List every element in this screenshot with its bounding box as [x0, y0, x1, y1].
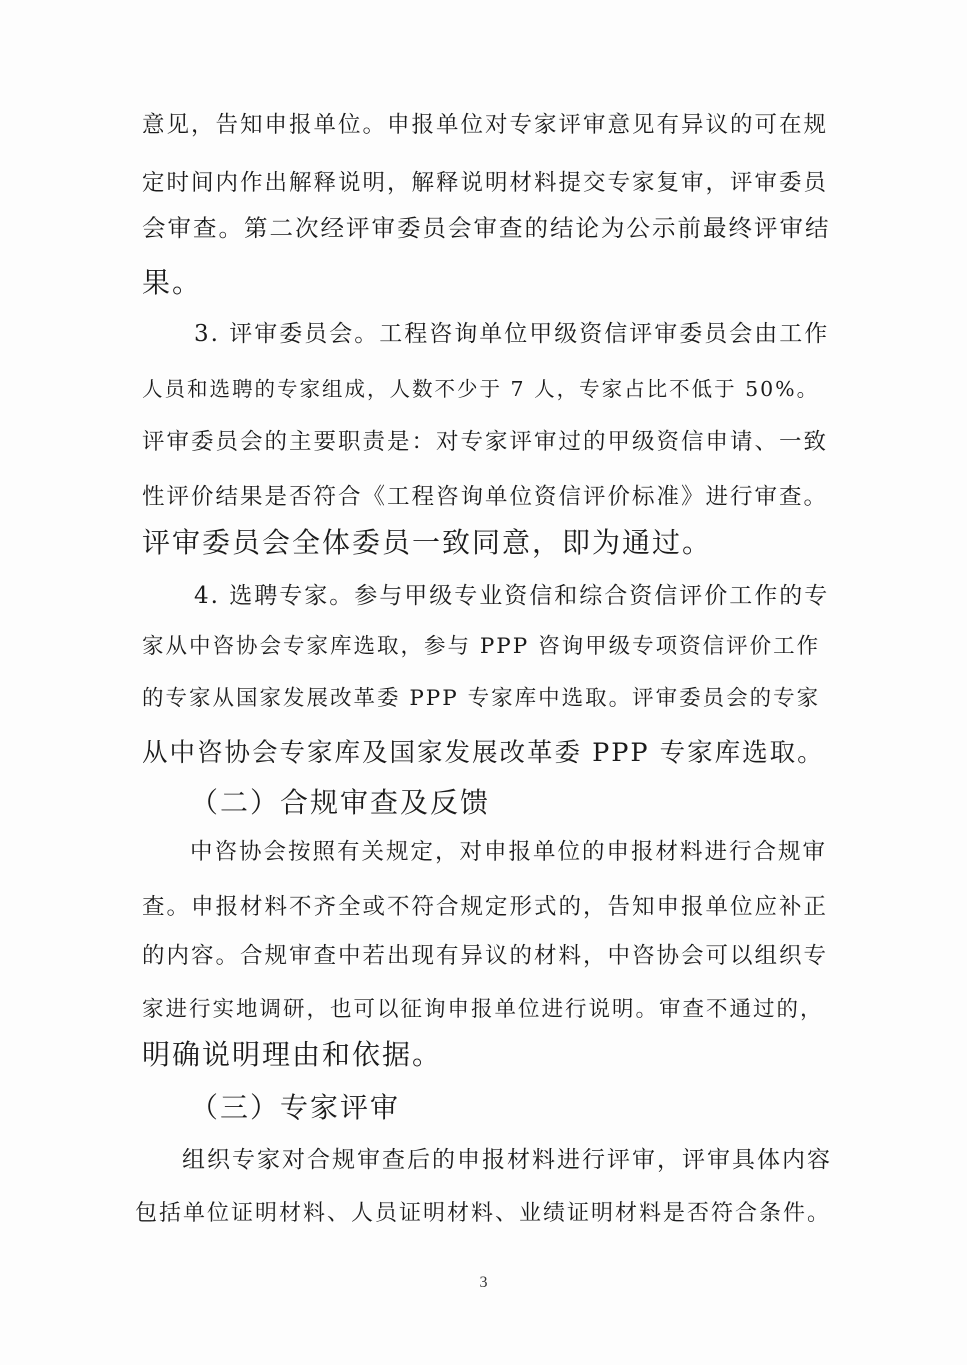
text-line: 定时间内作出解释说明，解释说明材料提交专家复审，评审委员: [142, 170, 829, 196]
section-heading: （二）合规审查及反馈: [190, 786, 491, 819]
text-line: 查。申报材料不齐全或不符合规定形式的，告知申报单位应补正: [142, 894, 829, 920]
text-line: 从中咨协会专家库及国家发展改革委 PPP 专家库选取。: [142, 738, 825, 768]
text-line: 4. 选聘专家。参与甲级专业资信和综合资信评价工作的专: [194, 583, 830, 609]
text-line: 家进行实地调研，也可以征询申报单位进行说明。审查不通过的，: [142, 997, 824, 1022]
text-line: 3. 评审委员会。工程咨询单位甲级资信评审委员会由工作: [194, 321, 830, 347]
text-line: 果。: [142, 266, 203, 299]
text-line: 的专家从国家发展改革委 PPP 专家库中选取。评审委员会的专家: [142, 686, 821, 711]
text-line: 意见，告知申报单位。申报单位对专家评审意见有异议的可在规: [142, 112, 829, 138]
text-line: 评审委员会全体委员一致同意，即为通过。: [142, 526, 713, 559]
text-line: 组织专家对合规审查后的申报材料进行评审，评审具体内容: [182, 1147, 832, 1173]
text-line: 会审查。第二次经评审委员会审查的结论为公示前最终评审结: [142, 214, 831, 242]
text-line: 评审委员会的主要职责是：对专家评审过的甲级资信申请、一致: [142, 429, 829, 455]
text-line: 明确说明理由和依据。: [142, 1038, 443, 1071]
text-line: 人员和选聘的专家组成，人数不少于 7 人，专家占比不低于 50%。: [142, 377, 820, 401]
text-line: 性评价结果是否符合《工程咨询单位资信评价标准》进行审查。: [142, 484, 829, 510]
text-line: 包括单位证明材料、人员证明材料、业绩证明材料是否符合条件。: [135, 1201, 832, 1226]
page-number: 3: [479, 1274, 488, 1291]
text-line: 家从中咨协会专家库选取，参与 PPP 咨询甲级专项资信评价工作: [142, 634, 821, 659]
text-line: 的内容。合规审查中若出现有异议的材料，中咨协会可以组织专: [142, 943, 829, 969]
text-line: 中咨协会按照有关规定，对申报单位的申报材料进行合规审: [190, 839, 828, 865]
section-heading: （三）专家评审: [190, 1091, 401, 1124]
